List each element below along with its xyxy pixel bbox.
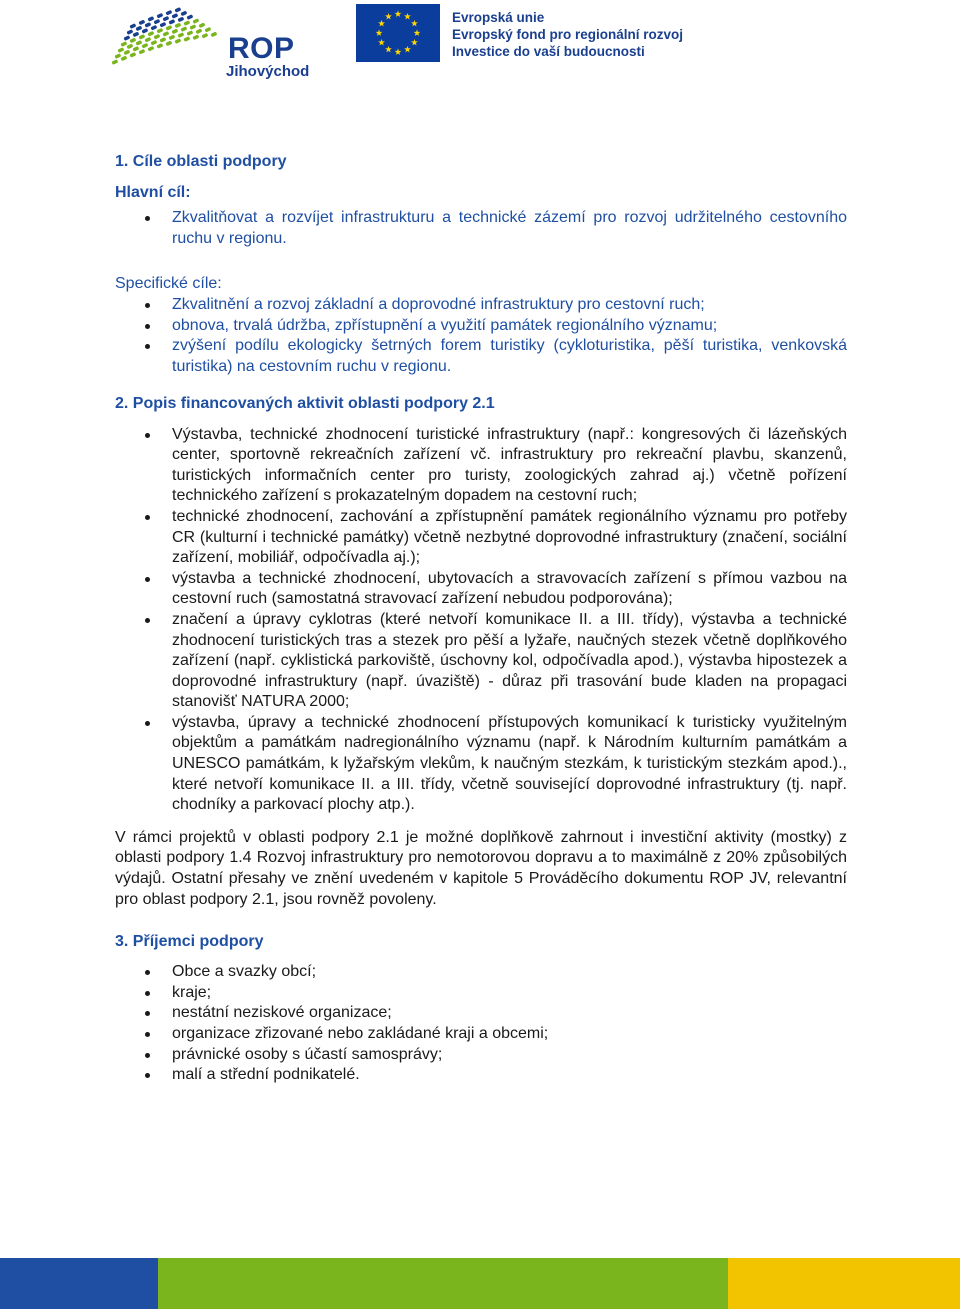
logo-dot-icon bbox=[135, 26, 142, 32]
specific-goals-label: Specifické cíle: bbox=[115, 275, 222, 293]
list-item: výstavba a technické zhodnocení, ubytovacích a stravovacích zařízení s přímou vazbou na cestovní ruch (samostatná stravovací zařízení nebudou podporována); bbox=[115, 569, 847, 610]
logo-dot-icon bbox=[198, 22, 205, 28]
eu-flag-icon bbox=[356, 4, 440, 62]
rop-logo-name: ROP bbox=[228, 32, 295, 65]
logo-dot-icon bbox=[114, 53, 121, 59]
logo-dot-icon bbox=[138, 20, 145, 26]
list-item: zvýšení podílu ekologicky šetrných forem turistiky (cykloturistika, pěší turistika, venkovská turistika) na cestovním ruchu v regionu. bbox=[115, 336, 847, 377]
logo-dot-icon bbox=[183, 20, 190, 26]
logo-dot-icon bbox=[192, 18, 199, 24]
logo-dot-icon bbox=[180, 11, 187, 17]
logo-dot-icon bbox=[156, 28, 163, 34]
list-item: výstavba, úpravy a technické zhodnocení přístupových komunikací k turisticky využitelným objektům a památkám nadregionálního významu (např. k Národním kulturním památkám a UNESCO památkám, k lyžařským vlekům, k naučným stezkám, k turistickým stezkám apod.)., které netvoří komunikace II. a III. třídy, včetně související doprovodné infrastruktury (tj. např. chodníky a parkovací plochy atp.). bbox=[115, 713, 847, 816]
list-item: malí a střední podnikatelé. bbox=[115, 1065, 847, 1086]
logo-dot-icon bbox=[129, 38, 136, 44]
logo-dot-icon bbox=[123, 35, 130, 41]
logo-dot-icon bbox=[159, 37, 166, 43]
logo-dot-icon bbox=[150, 40, 157, 46]
footer-color-bar bbox=[0, 1258, 960, 1309]
logo-dot-icon bbox=[159, 22, 166, 28]
logo-dot-icon bbox=[162, 31, 169, 37]
logo-dot-icon bbox=[126, 44, 133, 50]
logo-dot-icon bbox=[192, 34, 199, 40]
recipients-list bbox=[115, 962, 847, 1086]
main-goal-label: Hlavní cíl: bbox=[115, 184, 191, 201]
logo-dot-icon bbox=[141, 28, 148, 34]
logo-dot-icon bbox=[129, 23, 136, 29]
footer-bar-green bbox=[158, 1258, 728, 1309]
logo-dot-icon bbox=[183, 36, 190, 42]
list-item: Výstavba, technické zhodnocení turistické infrastruktury (např.: kongresových či lázeňských center, sportovně rekreačních zařízení vč. infrastruktury pro rekreační plavbu, skanzenů, turistických informačních center pro turisty, zoologických zahrad aj.) včetně pořízení technického zařízení s prokazatelným dopadem na cestovní ruch; bbox=[115, 425, 847, 507]
list-item: značení a úpravy cyklotras (které netvoří komunikace II. a III. třídy), výstavba a technické zhodnocení turistických tras a stezek pro pěší a lyžaře, naučných stezek včetně doplňkového zařízení (např. cyklistická parkoviště, úschovny kol, odpočívadla apod.), výstavba hipostezek a doprovodné infrastruktury (např. úvaziště) - důraz při trasování bude kladen na propagaci stanovišť NATURA 2000; bbox=[115, 610, 847, 713]
logo-dot-icon bbox=[120, 56, 127, 62]
section-2-title: 2. Popis financovaných aktivit oblasti podpory 2.1 bbox=[115, 394, 495, 412]
logo-dot-icon bbox=[201, 33, 208, 39]
page-header bbox=[0, 0, 960, 110]
list-item: technické zhodnocení, zachování a zpřístupnění památek regionálního významu pro potřeby CR (kulturní i technické památky) včetně nezbytné doprovodné infrastruktury (značení, sociální zařízení, mobiliář, odpočívadla aj.); bbox=[115, 507, 847, 569]
list-item: obnova, trvalá údržba, zpřístupnění a využití památek regionálního významu; bbox=[115, 316, 847, 337]
list-item: Zkvalitňovat a rozvíjet infrastrukturu a technické zázemí pro rozvoj udržitelného cestovního ruchu v regionu. bbox=[115, 208, 847, 249]
logo-dot-icon bbox=[126, 29, 133, 35]
logo-dot-icon bbox=[156, 43, 163, 49]
list-item: nestátní neziskové organizace; bbox=[115, 1003, 847, 1024]
logo-dot-icon bbox=[165, 25, 172, 31]
logo-dot-icon bbox=[174, 38, 181, 44]
logo-dot-icon bbox=[150, 25, 157, 31]
eu-funding-text bbox=[452, 9, 683, 60]
logo-dot-icon bbox=[186, 14, 193, 20]
footer-bar-blue bbox=[0, 1258, 158, 1309]
logo-dot-icon bbox=[162, 16, 169, 22]
logo-dot-icon bbox=[144, 22, 151, 28]
logo-dot-icon bbox=[132, 46, 139, 52]
logo-dot-icon bbox=[147, 46, 154, 52]
document-body bbox=[115, 151, 847, 1086]
logo-dot-icon bbox=[156, 13, 163, 19]
section-3-title: 3. Příjemci podpory bbox=[115, 933, 264, 951]
logo-dot-icon bbox=[141, 43, 148, 49]
main-goal-list bbox=[115, 208, 847, 249]
list-item: organizace zřizované nebo zakládané kraji a obcemi; bbox=[115, 1024, 847, 1045]
logo-dot-icon bbox=[174, 7, 181, 13]
logo-dot-icon bbox=[180, 26, 187, 32]
logo-dot-icon bbox=[204, 27, 211, 33]
logo-dot-icon bbox=[189, 24, 196, 30]
logo-dot-icon bbox=[147, 16, 154, 22]
footer-bar-yellow bbox=[728, 1258, 960, 1309]
logo-dot-icon bbox=[165, 10, 172, 16]
logo-dot-icon bbox=[168, 35, 175, 41]
activities-list bbox=[115, 425, 847, 816]
logo-dot-icon bbox=[129, 52, 136, 58]
logo-dot-icon bbox=[210, 32, 217, 38]
rop-logo-region: Jihovýchod bbox=[226, 63, 310, 80]
list-item: kraje; bbox=[115, 983, 847, 1004]
logo-dot-icon bbox=[144, 37, 151, 43]
logo-dot-icon bbox=[138, 49, 145, 55]
logo-dot-icon bbox=[168, 19, 175, 25]
logo-dot-icon bbox=[153, 34, 160, 40]
logo-dot-icon bbox=[117, 47, 124, 53]
eu-line-fund: Evropský fond pro regionální rozvoj bbox=[452, 27, 684, 42]
complementary-activities-paragraph: V rámci projektů v oblasti podpory 2.1 je možné doplňkově zahrnout i investiční aktivity (mostky) z oblasti podpory 1.4 Rozvoj infrastruktury pro nemotorovou dopravu a to maximálně z 20% způsobilých výdajů. Ostatní přesahy ve znění uvedeném v kapitole 5 Prováděcího dokumentu ROP JV, relevantní pro oblast podpory 2.1, jsou rovněž povoleny. bbox=[115, 828, 847, 908]
list-item: Zkvalitnění a rozvoj základní a doprovodné infrastruktury pro cestovní ruch; bbox=[115, 295, 847, 316]
specific-goals-list bbox=[115, 295, 847, 377]
logo-dot-icon bbox=[123, 50, 130, 56]
logo-dot-icon bbox=[171, 13, 178, 19]
logo-dot-icon bbox=[186, 30, 193, 36]
logo-dot-icon bbox=[177, 17, 184, 23]
logo-dot-icon bbox=[120, 41, 127, 47]
list-item: právnické osoby s účastí samosprávy; bbox=[115, 1045, 847, 1066]
logo-dot-icon bbox=[111, 59, 118, 65]
logo-dot-icon bbox=[153, 19, 160, 25]
eu-line-union: Evropská unie bbox=[452, 10, 545, 25]
logo-dot-icon bbox=[174, 23, 181, 29]
logo-dot-icon bbox=[138, 34, 145, 40]
logo-dot-icon bbox=[165, 41, 172, 47]
logo-dot-icon bbox=[132, 32, 139, 38]
section-1-title: 1. Cíle oblasti podpory bbox=[115, 153, 287, 170]
list-item: Obce a svazky obcí; bbox=[115, 962, 847, 983]
logo-dot-icon bbox=[195, 28, 202, 34]
logo-dot-icon bbox=[177, 32, 184, 38]
logo-dot-icon bbox=[171, 29, 178, 35]
eu-line-investment: Investice do vaší budoucnosti bbox=[452, 44, 645, 59]
logo-dot-icon bbox=[135, 40, 142, 46]
logo-dot-icon bbox=[147, 31, 154, 37]
